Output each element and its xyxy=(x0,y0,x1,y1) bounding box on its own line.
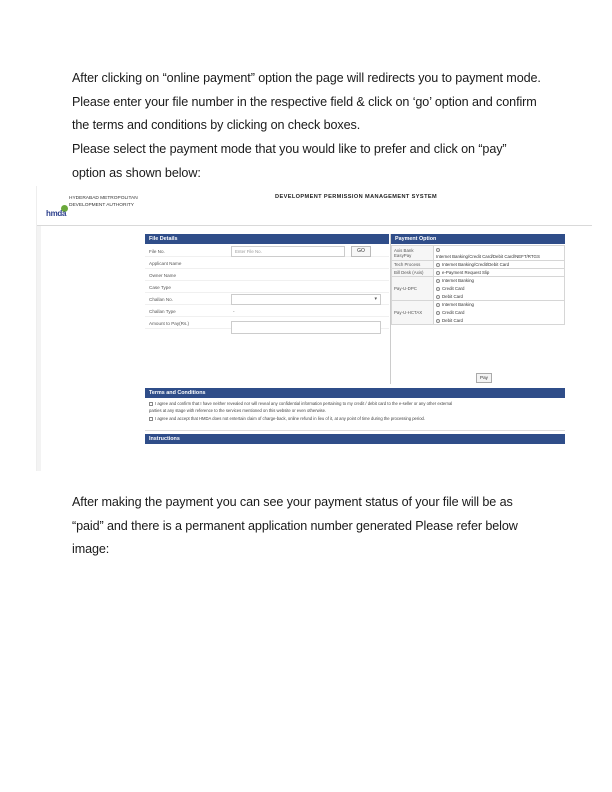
terms-line-1b xyxy=(149,408,559,414)
payment-option-label: Internet Banking xyxy=(442,302,474,307)
payment-option-cell xyxy=(434,269,565,277)
payment-option-cell xyxy=(434,246,565,261)
terms-line-1 xyxy=(149,401,559,407)
instructions-heading: Instructions xyxy=(145,434,565,444)
challan-no-select[interactable] xyxy=(231,294,381,305)
terms-line-2 xyxy=(149,416,559,422)
terms-checkbox-1[interactable] xyxy=(149,402,153,406)
challan-type-label: Challan Type xyxy=(149,309,176,314)
challan-no-label: Challan No. xyxy=(149,297,174,302)
side-strip xyxy=(37,226,41,471)
payment-option-table xyxy=(391,245,565,325)
payment-provider-label: Pay-U-HCTAX xyxy=(392,301,434,325)
owner-label: Owner Name xyxy=(149,273,177,278)
payment-option-label: Debit Card xyxy=(442,318,463,323)
payment-option-label: Credit Card xyxy=(442,286,465,291)
payment-provider-label: Tech Process xyxy=(392,261,434,269)
radio-techprocess[interactable] xyxy=(436,263,440,267)
applicant-row xyxy=(145,258,389,269)
go-button[interactable]: GO xyxy=(351,246,371,257)
organisation-name xyxy=(69,195,169,209)
payment-option-label: Internet Banking/Credit Card/Debit Card/NEFT/RTGS xyxy=(436,254,540,259)
payment-row-techprocess xyxy=(392,261,565,269)
embedded-payment-screenshot xyxy=(36,186,591,471)
payment-option-label: Debit Card xyxy=(442,294,463,299)
hmda-logo xyxy=(41,196,65,216)
radio-billdesk[interactable] xyxy=(436,271,440,275)
payment-option-label: Internet Banking xyxy=(442,278,474,283)
payment-option-heading: Payment Option xyxy=(391,234,565,244)
terms-text-1b: parties at any stage with reference to the services mentioned on this website or even otherwise. xyxy=(149,408,327,413)
payment-option-cell xyxy=(434,261,565,269)
terms-text-1: I agree and confirm that I have neither revealed nor will reveal any confidential information pertaining to my credit / debit card to the e-seller or any other external xyxy=(155,401,453,406)
logo-text: hmda xyxy=(46,209,67,218)
payment-row-payu-dpc xyxy=(392,277,565,301)
pay-button[interactable]: Pay xyxy=(476,373,492,383)
amount-input[interactable] xyxy=(231,321,381,334)
chevron-down-icon: ▾ xyxy=(374,296,377,302)
challan-type-row xyxy=(145,306,389,317)
payment-provider-label: Axis Bank EasyPay xyxy=(392,246,434,261)
payment-row-payu-hctax xyxy=(392,301,565,325)
file-details-heading: File Details xyxy=(145,234,389,244)
payment-provider-label: Pay-U-DPC xyxy=(392,277,434,301)
owner-row xyxy=(145,270,389,281)
radio-hctax-credit[interactable] xyxy=(436,311,440,315)
terms-heading: Terms and Conditions xyxy=(145,388,565,398)
paragraph-online-payment: After clicking on “online payment” option the page will redirects you to payment mode. Please enter your file number in the respective field & click on ‘go’ option and confirm the terms and conditions by clicking on check boxes. xyxy=(72,71,541,132)
terms-separator xyxy=(145,430,565,431)
terms-text-2: I agree and accept that HMDA does not entertain claim of charge-back, online refund in lieu of it, at any point of time during the processing period. xyxy=(155,416,426,421)
radio-dpc-credit[interactable] xyxy=(436,287,440,291)
radio-axis[interactable] xyxy=(436,248,440,252)
payment-option-label: e-Payment Request Slip xyxy=(442,270,490,275)
radio-dpc-netbanking[interactable] xyxy=(436,279,440,283)
amount-label: Amount to Pay(Rs.) xyxy=(149,321,190,326)
radio-hctax-debit[interactable] xyxy=(436,319,440,323)
payment-option-cell xyxy=(434,301,565,325)
payment-option-label: Internet Banking/Credit/Debit Card xyxy=(442,262,510,267)
payment-row-billdesk xyxy=(392,269,565,277)
org-line-1: HYDERABAD METROPOLITAN xyxy=(69,196,138,201)
payment-provider-label: Bill Desk (Axis) xyxy=(392,269,434,277)
case-type-label: Case Type xyxy=(149,285,171,290)
screenshot-header xyxy=(37,186,592,226)
payment-row-axis xyxy=(392,246,565,261)
challan-type-value: - xyxy=(233,309,235,314)
applicant-label: Applicant Name xyxy=(149,261,182,266)
case-type-row xyxy=(145,282,389,293)
payment-option-cell xyxy=(434,277,565,301)
radio-hctax-netbanking[interactable] xyxy=(436,303,440,307)
payment-option-label: Credit Card xyxy=(442,310,465,315)
paragraph-select-payment-mode: Please select the payment mode that you would like to prefer and click on “pay” option as shown below: xyxy=(72,142,507,180)
file-no-label: File No. xyxy=(149,249,165,254)
system-title: DEVELOPMENT PERMISSION MANAGEMENT SYSTEM xyxy=(275,194,438,200)
payment-form xyxy=(145,234,565,454)
org-line-2: DEVELOPMENT AUTHORITY xyxy=(69,203,134,208)
radio-dpc-debit[interactable] xyxy=(436,295,440,299)
paragraph-payment-status: After making the payment you can see your payment status of your file will be as “paid” and there is a permanent application number generated Please refer below image: xyxy=(72,495,518,556)
terms-checkbox-2[interactable] xyxy=(149,417,153,421)
file-no-input[interactable]: Enter File No. xyxy=(231,246,345,257)
